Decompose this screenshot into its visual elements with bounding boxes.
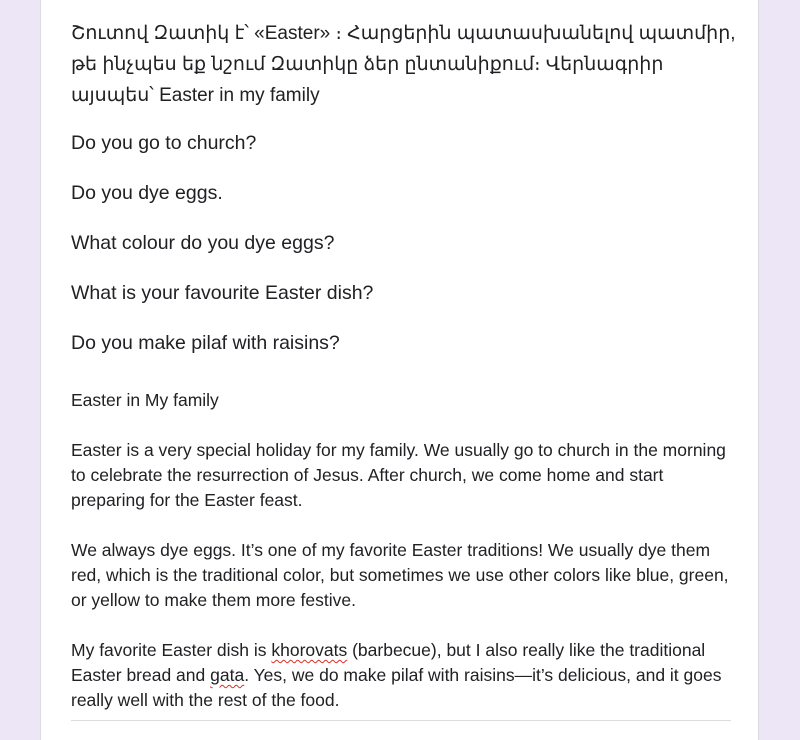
answer-heading: Easter in My family	[71, 390, 219, 410]
question-title: Շուտով Զատիկ է՝ «Easter» ։ Հարցերին պատասխանելով պատմիր, թե ինչպես եք նշում Զատիկը ձեր ընտանիքում։ Վերնագրիր այսպես՝ Easter in my family	[71, 23, 736, 106]
card-content	[71, 18, 741, 713]
question-item-dye-eggs: Do you dye eggs.	[71, 182, 223, 204]
question-item-favourite-dish: What is your favourite Easter dish?	[71, 282, 374, 304]
spellcheck-word-khorovats[interactable]: khorovats	[271, 640, 348, 660]
answer-paragraph-3-part-a: My favorite Easter dish is	[71, 640, 272, 660]
question-list	[71, 130, 741, 356]
question-item-church: Do you go to church?	[71, 132, 257, 154]
question-item-egg-colour: What colour do you dye eggs?	[71, 232, 335, 254]
answer-textarea[interactable]	[71, 388, 741, 713]
answer-paragraph-3	[71, 638, 741, 713]
spellcheck-word-gata[interactable]: gata	[210, 665, 245, 685]
answer-paragraph-3-part-b: (barbecue), but I also really like the traditional Easter bread and	[71, 640, 706, 685]
answer-field-underline	[71, 720, 731, 721]
answer-paragraph-3-part-c: . Yes, we do make pilaf with raisins—it’s delicious, and it goes really well with the rest of the food.	[71, 665, 722, 710]
answer-paragraph-1: Easter is a very special holiday for my family. We usually go to church in the morning to celebrate the resurrection of Jesus. After church, we come home and start preparing for the Easter feast.	[71, 440, 726, 510]
question-item-pilaf: Do you make pilaf with raisins?	[71, 332, 340, 354]
question-card	[40, 0, 759, 740]
answer-paragraph-2: We always dye eggs. It’s one of my favorite Easter traditions! We usually dye them red, which is the traditional color, but sometimes we use other colors like blue, green, or yellow to make them more festive.	[71, 540, 729, 610]
